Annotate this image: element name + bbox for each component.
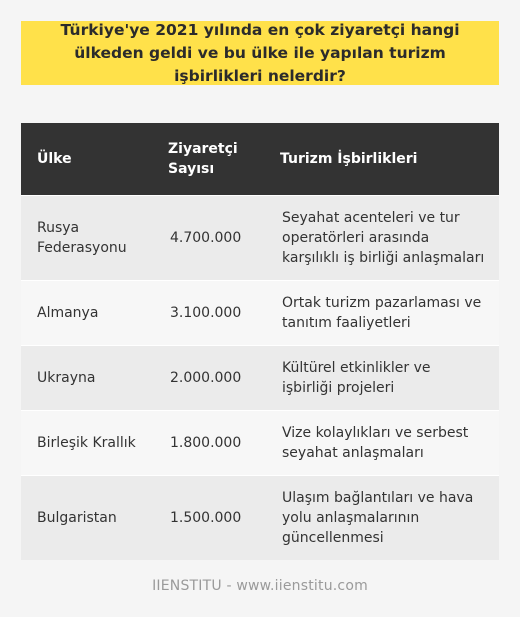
header-cooperation: Turizm İşbirlikleri (264, 123, 499, 195)
country-cell: Bulgaristan (21, 475, 152, 560)
header-country: Ülke (21, 123, 152, 195)
question-title: Türkiye'ye 2021 yılında en çok ziyaretçi hangi ülkeden geldi ve bu ülke ile yapılan turizm işbirlikleri nelerdir? (60, 20, 460, 85)
country-cell: Ukrayna (21, 345, 152, 410)
cooperation-cell: Ortak turizm pazarlaması ve tanıtım faaliyetleri (264, 280, 499, 345)
cooperation-cell: Kültürel etkinlikler ve işbirliği projeleri (264, 345, 499, 410)
visitor-count-cell: 1.800.000 (152, 410, 264, 475)
visitor-count-cell: 3.100.000 (152, 280, 264, 345)
cooperation-cell: Ulaşım bağlantıları ve hava yolu anlaşmalarının güncellenmesi (264, 475, 499, 560)
table-header (21, 123, 499, 195)
visitor-count-cell: 4.700.000 (152, 195, 264, 280)
cooperation-cell: Vize kolaylıkları ve serbest seyahat anlaşmaları (264, 410, 499, 475)
tourism-table (21, 123, 499, 560)
country-cell: Rusya Federasyonu (21, 195, 152, 280)
header-visitor-count: Ziyaretçi Sayısı (152, 123, 264, 195)
table-row (21, 410, 499, 475)
table-row (21, 195, 499, 280)
visitor-count-cell: 1.500.000 (152, 475, 264, 560)
header-row (21, 123, 499, 195)
country-cell: Birleşik Krallık (21, 410, 152, 475)
table-row (21, 280, 499, 345)
table-row (21, 475, 499, 560)
country-cell: Almanya (21, 280, 152, 345)
table-row (21, 345, 499, 410)
table-body (21, 195, 499, 560)
tourism-table-container (21, 123, 499, 560)
visitor-count-cell: 2.000.000 (152, 345, 264, 410)
question-banner (21, 21, 499, 85)
cooperation-cell: Seyahat acenteleri ve tur operatörleri arasında karşılıklı iş birliği anlaşmaları (264, 195, 499, 280)
footer-credit: IIENSTITU - www.iienstitu.com (152, 578, 368, 594)
